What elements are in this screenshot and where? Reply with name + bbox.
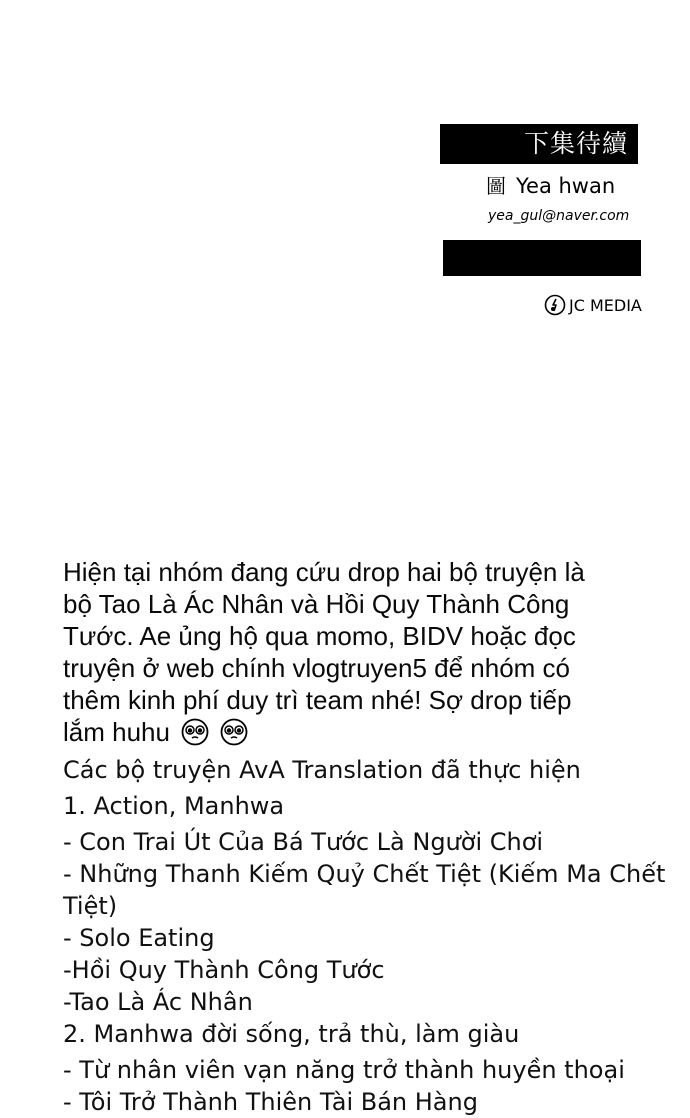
notice-line: Hiện tại nhóm đang cứu drop hai bộ truyện là [63,557,585,587]
pleading-face-icon [181,718,209,746]
list-item: -Hồi Quy Thành Công Tước [63,956,385,984]
translated-series-list [63,754,683,1118]
notice-line-last: lắm huhu [63,716,663,748]
list-heading: Các bộ truyện AvA Translation đã thực hiện [63,756,581,784]
author-email: yea_gul@naver.com [488,208,630,224]
translator-notice [63,556,663,748]
list-item: - Từ nhân viên vạn năng trở thành huyền thoại [63,1056,625,1084]
to-be-continued-banner: 下集待續 [440,124,638,164]
list-item: - Con Trai Út Của Bá Tước Là Người Chơi [63,828,544,856]
jc-media-logo-icon [544,294,566,316]
author-name: Yea hwan [516,174,616,198]
publisher-logo [544,293,642,317]
notice-line: truyện ở web chính vlogtruyen5 để nhóm có [63,653,571,683]
notice-line: bộ Tao Là Ác Nhân và Hồi Quy Thành Công [63,589,570,619]
art-by-glyph: 圖 [486,174,506,198]
notice-line: thêm kinh phí duy trì team nhé! Sợ drop tiếp [63,685,572,715]
redacted-bar [443,240,641,276]
author-credit [486,170,615,199]
list-item: - Tôi Trở Thành Thiên Tài Bán Hàng [63,1088,478,1116]
pleading-face-icon [220,718,248,746]
section-heading: 1. Action, Manhwa [63,792,285,820]
list-item: - Solo Eating [63,924,215,952]
list-item: -Tao Là Ác Nhân [63,988,253,1016]
section-heading: 2. Manhwa đời sống, trả thù, làm giàu [63,1020,520,1048]
publisher-name: JC MEDIA [569,295,642,315]
chapter-credits [0,0,690,340]
list-item: - Những Thanh Kiếm Quỷ Chết Tiệt (Kiếm Ma Chết Tiệt) [63,860,666,920]
notice-line: Tước. Ae ủng hộ qua momo, BIDV hoặc đọc [63,621,576,651]
